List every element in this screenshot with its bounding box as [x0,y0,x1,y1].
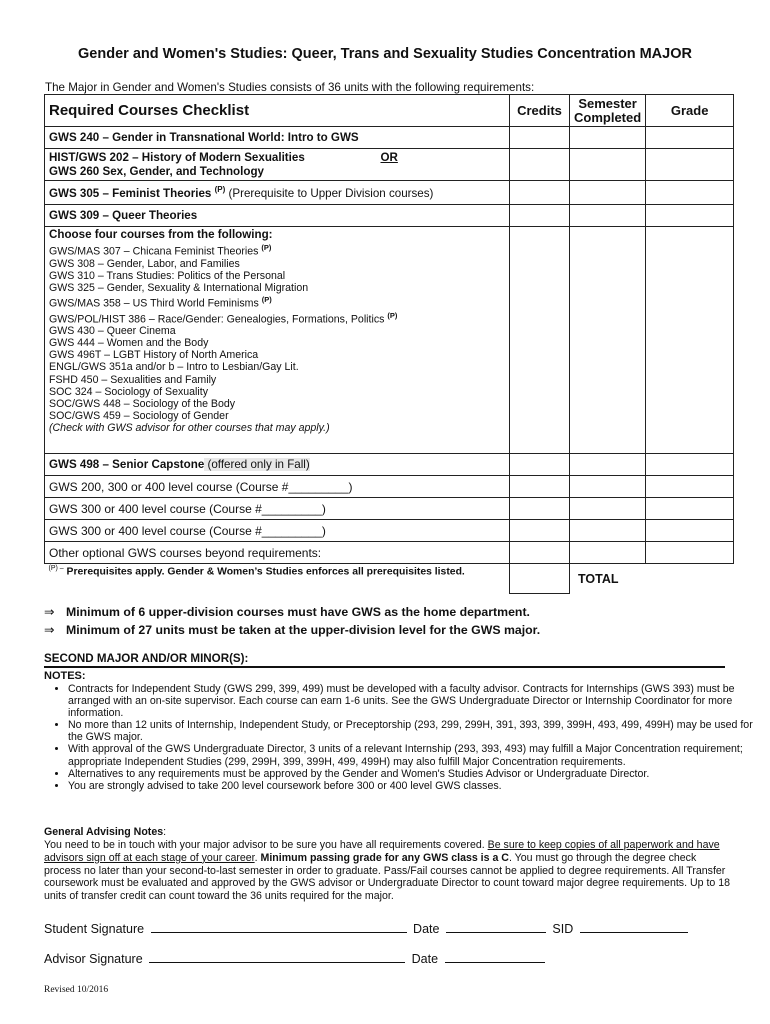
table-row [45,542,734,564]
total-credits-cell[interactable] [510,564,570,594]
revised-date: Revised 10/2016 [44,985,109,995]
date-label: Date [411,952,439,966]
elective-course-item: GWS 444 – Women and the Body [49,337,209,350]
course-200-level: GWS 200, 300 or 400 level course (Course #_________) [45,476,510,498]
course-hist202-gws260: HIST/GWS 202 – History of Modern Sexualities OR GWS 260 Sex, Gender, and Technology [45,149,510,181]
note-item: • You are strongly advised to take 200 level coursework before 300 or 400 level GWS classes. [68,780,758,792]
arrow-icon: ⇒ [44,623,55,637]
notes-heading: NOTES: [44,670,86,682]
upper-division-rules [44,605,540,641]
semester-cell[interactable] [570,205,646,227]
page-title: Gender and Women's Studies: Queer, Trans and Sexuality Studies Concentration MAJOR [78,46,692,62]
student-signature-row [44,921,691,936]
note-item: • Alternatives to any requirements must be approved by the Gender and Women's Studies Advisor or Undergraduate Director. [68,768,758,780]
intro-text: The Major in Gender and Women's Studies consists of 36 units with the following requirements: [45,81,535,94]
grade-cell[interactable] [646,127,734,149]
grade-cell[interactable] [646,205,734,227]
arrow-icon: ⇒ [44,605,55,619]
semester-cell[interactable] [570,149,646,181]
rule-item: ⇒ Minimum of 6 upper-division courses must have GWS as the home department. [44,605,530,619]
credits-cell[interactable] [510,542,570,564]
table-header-row [45,95,734,127]
student-date-field[interactable] [446,921,546,933]
semester-cell[interactable] [570,498,646,520]
table-row [45,149,734,181]
course-gws309: GWS 309 – Queer Theories [45,205,510,227]
credits-cell[interactable] [510,181,570,205]
total-row [45,564,734,594]
note-item: • With approval of the GWS Undergraduate Director, 3 units of a relevant Internship (293, 393, 493) may fulfill a Major Concentration requirement; appropriate Independent Studies (299, 299H, 399, 399H, 499, 499H) may also fulfill Major Concentration requirements. [68,743,758,767]
course-gws240: GWS 240 – Gender in Transnational World: Intro to GWS [45,127,510,149]
student-signature-label: Student Signature [44,922,145,936]
credits-cell[interactable] [510,149,570,181]
elective-course-item: GWS/MAS 358 – US Third World Feminisms $^{(P)}$ [49,294,272,310]
elective-course-item: GWS 496T – LGBT History of North America [49,349,259,362]
grade-cell[interactable] [646,181,734,205]
table-row [45,520,734,542]
prerequisite-marker: (P) [261,243,272,252]
credits-cell[interactable] [510,520,570,542]
elective-course-item: SOC/GWS 459 – Sociology of Gender [49,409,229,422]
note-item: • No more than 12 units of Internship, Independent Study, or Preceptorship (293, 299, 299H, 391, 393, 399, 399H, 493, 499, 499H) may be used for the GWS major. [68,719,758,743]
student-signature-field[interactable] [151,921,407,933]
elective-courses-cell [45,227,510,454]
credits-cell[interactable] [510,227,570,454]
semester-cell[interactable] [570,476,646,498]
check-advisor-note: (Check with GWS advisor for other courses that may apply.) [49,421,330,434]
table-row [45,454,734,476]
elective-course-item: GWS 430 – Queer Cinema [49,325,176,338]
choose-heading: Choose four courses from the following: [49,228,273,241]
grade-header: Grade [646,95,734,127]
grade-cell[interactable] [646,227,734,454]
elective-course-item: FSHD 450 – Sexualities and Family [49,373,217,386]
table-row [45,181,734,205]
course-300-level-a: GWS 300 or 400 level course (Course #_________) [45,498,510,520]
table-row [45,205,734,227]
rule-item: ⇒ Minimum of 27 units must be taken at the upper-division level for the GWS major. [44,623,541,637]
advisor-date-field[interactable] [445,951,545,963]
semester-cell[interactable] [570,520,646,542]
elective-course-item: GWS 310 – Trans Studies: Politics of the Personal [49,269,286,282]
elective-course-item: GWS/POL/HIST 386 – Race/Gender: Genealogies, Formations, Politics $^{(P)}$ [49,310,398,326]
credits-cell[interactable] [510,454,570,476]
prerequisite-note: $^{(P) -}$ Prerequisites apply. Gender & Women’s Studies enforces all prerequisites listed. [45,564,510,594]
grade-cell[interactable] [646,498,734,520]
total-label: TOTAL [578,571,619,586]
elective-course-item: SOC/GWS 448 – Sociology of the Body [49,397,236,410]
sid-label: SID [552,922,574,936]
prerequisite-marker: (P) [261,294,272,304]
grade-cell[interactable] [646,476,734,498]
table-row [45,476,734,498]
or-label: OR [380,151,398,164]
elective-course-item: GWS/MAS 307 – Chicana Feminist Theories $^{(P)}$ [49,243,272,258]
elective-list [49,242,505,422]
semester-cell[interactable] [570,454,646,476]
sid-field[interactable] [580,921,688,933]
semester-cell[interactable] [570,542,646,564]
notes-list [44,683,758,792]
optional-courses: Other optional GWS courses beyond requirements: [45,542,510,564]
prerequisite-marker: (P) [387,310,398,320]
credits-cell[interactable] [510,498,570,520]
table-title: Required Courses Checklist [45,95,510,127]
course-300-level-b: GWS 300 or 400 level course (Course #_________) [45,520,510,542]
grade-cell[interactable] [646,520,734,542]
semester-completed-header: Semester Completed [570,95,646,127]
course-gws498: GWS 498 – Senior Capstone (offered only in Fall) [45,454,510,476]
elective-course-item: GWS 325 – Gender, Sexuality & International Migration [49,281,309,294]
grade-cell[interactable] [646,454,734,476]
credits-cell[interactable] [510,127,570,149]
semester-cell[interactable] [570,227,646,454]
table-row [45,498,734,520]
semester-cell[interactable] [570,181,646,205]
table-row [45,227,734,454]
credits-cell[interactable] [510,476,570,498]
second-major-heading: SECOND MAJOR AND/OR MINOR(S): [44,652,725,668]
note-item: • Contracts for Independent Study (GWS 299, 399, 499) must be developed with a faculty advisor. Contracts for Internships (GWS 393) must be arranged with an on-site supervisor. Each course can earn 1-6 units. See the GWS Undergraduate Director or Internship Coordinator for more information. [68,683,758,719]
advisor-signature-field[interactable] [149,951,405,963]
advising-heading: General Advising Notes: [44,826,167,838]
elective-course-item: SOC 324 – Sociology of Sexuality [49,385,208,398]
semester-cell[interactable] [570,127,646,149]
elective-course-item: GWS 308 – Gender, Labor, and Families [49,257,240,270]
credits-header: Credits [510,95,570,127]
credits-cell[interactable] [510,205,570,227]
required-courses-table [44,94,734,594]
grade-cell[interactable] [646,542,734,564]
advisor-signature-row [44,951,548,966]
advisor-signature-label: Advisor Signature [44,952,143,966]
date-label: Date [413,922,440,936]
table-row [45,127,734,149]
advising-notes: You need to be in touch with your major advisor to be sure you have all requirements covered. Be sure to keep copies of all paperwork and have advisors sign off at each stage of your career. Minimum passing grade for any GWS class is a C. You must go through the degree check process no later than your second-to-last semester in order to graduate. Pass/Fail courses cannot be applied to degree requirements. All Transfer coursework must be evaluated and approved by the GWS advisor or Undergraduate Director to count toward major degree requirements. Up to 18 units of transfer credit can count toward the 36 units required for the major. [44,839,731,903]
course-gws305: GWS 305 – Feminist Theories $^{(P)}$ (Prerequisite to Upper Division courses) [45,181,510,205]
grade-cell[interactable] [646,149,734,181]
elective-course-item: ENGL/GWS 351a and/or b – Intro to Lesbian/Gay Lit. [49,361,299,374]
